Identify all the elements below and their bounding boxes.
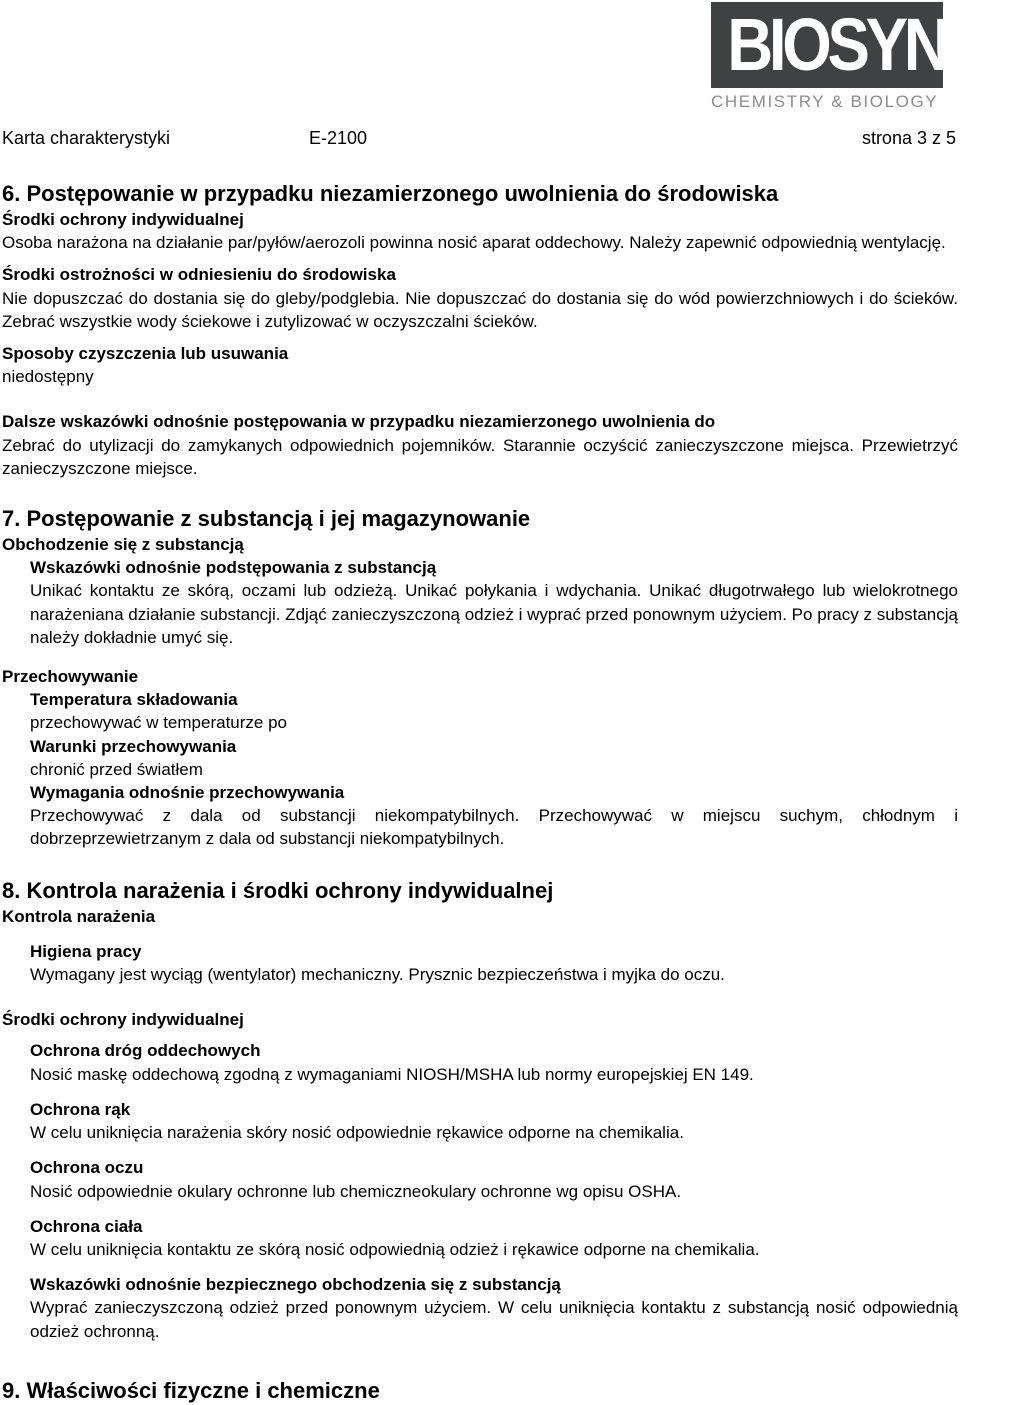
s6-further-text: Zebrać do utylizacji do zamykanych odpowiednich pojemników. Starannie oczyścić zanieczyszczone miejsca. Przewietrzyć zanieczyszczone miejsce. bbox=[2, 435, 958, 478]
page-number: strona 3 z 5 bbox=[861, 128, 956, 148]
s6-env-heading: Środki ostrożności w odniesieniu do środowiska bbox=[2, 265, 396, 285]
logo-wordmark: BIOSYNTH bbox=[727, 3, 1022, 86]
s7-temp-heading: Temperatura składowania bbox=[30, 690, 238, 710]
section-9-title: 9. Właściwości fizyczne i chemiczne bbox=[2, 1377, 380, 1403]
product-code: E-2100 bbox=[309, 128, 368, 148]
s8-resp-text: Nosić maskę oddechową zgodną z wymaganiami NIOSH/MSHA lub normy europejskiej EN 149. bbox=[30, 1064, 754, 1084]
s8-resp-heading: Ochrona dróg oddechowych bbox=[30, 1041, 261, 1061]
section-7-title: 7. Postępowanie z substancją i jej magazynowanie bbox=[2, 506, 531, 532]
s7-advice-text: Unikać kontaktu ze skórą, oczami lub odzieżą. Unikać połykania i wdychania. Unikać długotrwałego lub wielokrotnego narażeniana działanie substancji. Zdjąć zanieczyszczoną odzież i wyprać przed ponownym użyciem. Po pracy z substancją należy dokładnie umyć się. bbox=[30, 581, 958, 647]
s7-handling-heading: Obchodzenie się z substancją bbox=[2, 535, 244, 555]
document-body bbox=[2, 180, 958, 1405]
logo-tagline: CHEMISTRY & BIOLOGY bbox=[711, 92, 939, 111]
s6-clean-heading: Sposoby czyszczenia lub usuwania bbox=[2, 344, 289, 364]
biosynth-logo bbox=[711, 2, 1022, 112]
s8-hygiene-heading: Higiena pracy bbox=[30, 941, 142, 961]
s8-eye-text: Nosić odpowiednie okulary ochronne lub chemiczneokulary ochronne wg opisu OSHA. bbox=[30, 1181, 682, 1201]
s8-hygiene-text: Wymagany jest wyciąg (wentylator) mechaniczny. Prysznic bezpieczeństwa i myjka do oczu. bbox=[30, 965, 725, 985]
s6-further-heading: Dalsze wskazówki odnośnie postępowania w przypadku niezamierzonego uwolnienia do bbox=[2, 412, 716, 432]
document-type: Karta charakterystyki bbox=[2, 128, 171, 148]
s7-req-heading: Wymagania odnośnie przechowywania bbox=[30, 783, 345, 803]
s8-ppe-heading: Środki ochrony indywidualnej bbox=[2, 1010, 244, 1030]
s6-clean-text: niedostępny bbox=[2, 367, 94, 387]
section-6-title: 6. Postępowanie w przypadku niezamierzonego uwolnienia do środowiska bbox=[2, 181, 779, 206]
logo-box bbox=[711, 2, 1022, 88]
s8-eye-heading: Ochrona oczu bbox=[30, 1158, 144, 1178]
s7-storage-heading: Przechowywanie bbox=[2, 667, 139, 687]
s7-cond-text: chronić przed światłem bbox=[30, 759, 203, 779]
s8-control-heading: Kontrola narażenia bbox=[2, 906, 156, 926]
s7-temp-text: przechowywać w temperaturze po bbox=[30, 713, 288, 733]
section-8-title: 8. Kontrola narażenia i środki ochrony indywidualnej bbox=[2, 877, 554, 903]
s6-env-text: Nie dopuszczać do dostania się do gleby/podglebia. Nie dopuszczać do dostania się do wód powierzchniowych i do ścieków. Zebrać wszystkie wody ściekowe i zutylizować w oczyszczalni ścieków. bbox=[2, 288, 958, 331]
s6-ppe-text: Osoba narażona na działanie par/pyłów/aerozoli powinna nosić aparat oddechowy. Należy zapewnić odpowiednią wentylację. bbox=[2, 233, 946, 253]
s8-body-text: W celu uniknięcia kontaktu ze skórą nosić odpowiednią odzież i rękawice odporne na chemikalia. bbox=[30, 1239, 760, 1259]
s7-advice-heading: Wskazówki odnośnie podstępowania z substancją bbox=[30, 558, 437, 578]
s7-cond-heading: Warunki przechowywania bbox=[30, 736, 237, 756]
s6-ppe-heading: Środki ochrony indywidualnej bbox=[2, 210, 244, 229]
s8-hand-heading: Ochrona rąk bbox=[30, 1099, 131, 1119]
s8-hand-text: W celu uniknięcia narażenia skóry nosić odpowiednie rękawice odporne na chemikalia. bbox=[30, 1123, 684, 1143]
page-header bbox=[0, 128, 958, 154]
s8-body-heading: Ochrona ciała bbox=[30, 1216, 143, 1236]
s8-safe-heading: Wskazówki odnośnie bezpiecznego obchodzenia się z substancją bbox=[30, 1275, 561, 1295]
s7-req-text: Przechowywać z dala od substancji niekompatybilnych. Przechowywać w miejscu suchym, chłodnym i dobrzeprzewietrzanym z dala od substancji niekompatybilnych. bbox=[30, 806, 958, 849]
s8-safe-text: Wyprać zanieczyszczoną odzież przed ponownym użyciem. W celu uniknięcia kontaktu z substancją nosić odpowiednią odzież ochronną. bbox=[30, 1298, 958, 1341]
